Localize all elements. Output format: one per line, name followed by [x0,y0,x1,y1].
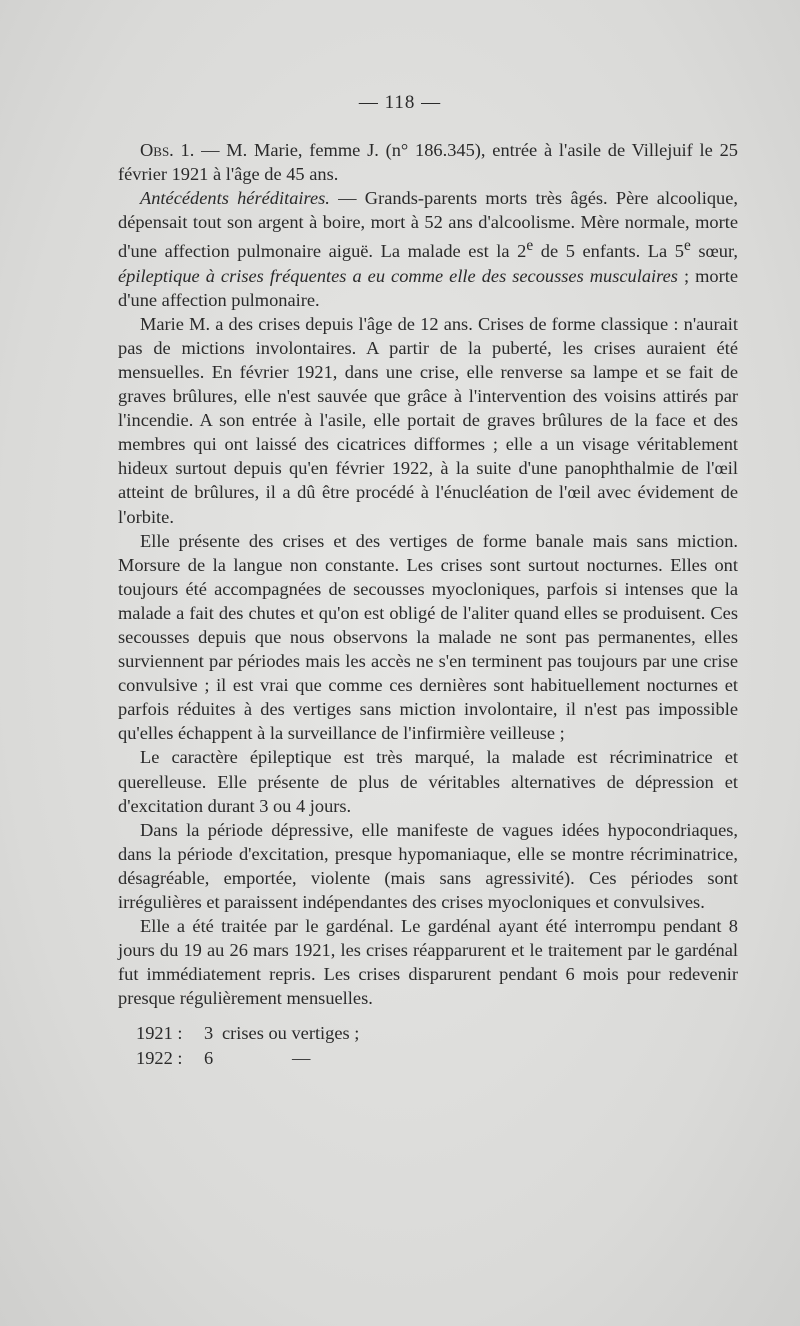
stats-desc: — [292,1047,311,1068]
stats-year: 1922 : [136,1047,183,1068]
antecedents-text-1: — Grands-parents morts très âgés. Père alcoolique, dépensait tout son argent à boire, mort à 52 ans d'alcoolisme. Mère normale, morte d'une affection pulmonaire aiguë. La malade est la 2 [118,188,738,262]
stats-row-1921 [118,1021,738,1046]
antecedents-italic: épileptique à crises fréquentes a eu comme elle des secousses musculaires [118,265,678,286]
antecedents-text-3: sœur, [690,241,738,262]
crisis-statistics [118,1021,738,1071]
stats-value: 6 [204,1047,214,1068]
observation-header [118,138,738,186]
stats-value: 3 [204,1022,214,1043]
paragraph-symptoms: Elle présente des crises et des vertiges de forme banale mais sans miction. Morsure de la langue non constante. Les crises sont surtout nocturnes. Elles ont toujours été accompagnées de secousses myocloniques, parfois si intenses que la malade a fait des chutes et qu'on est obligé de l'aliter quand elles se produisent. Ces secousses depuis que nous observons la malade ne sont pas permanentes, elles surviennent par périodes mais les accès ne s'en terminent pas toujours par une crise convulsive ; il est vrai que comme ces dernières sont habituellement nocturnes et parfois réduites à des vertiges sans miction involontaire, il n'est pas impossible qu'elles échappent à la surveillance de l'infirmière veilleuse ; [118,530,738,744]
stats-row-1922 [118,1046,738,1071]
paragraph-treatment: Elle a été traitée par le gardénal. Le gardénal ayant été interrompu pendant 8 jours du 19 au 26 mars 1921, les crises réapparurent et le traitement par le gardénal fut immédiatement repris. Les crises disparurent pendant 6 mois pour redevenir presque régulièrement mensuelles. [118,916,738,1009]
antecedents-text-4: ; morte d'une affection pulmonaire. [118,265,739,310]
superscript-2: e [683,237,691,255]
paragraph-periods: Dans la période dépressive, elle manifeste de vagues idées hypocondriaques, dans la période d'excitation, presque hypomaniaque, elle se montre récriminatrice, désagréable, emportée, violente (mais sans agressivité). Ces périodes sont irrégulières et paraissent indépendantes des crises myocloniques et convulsives. [118,819,738,913]
obs-header-text: 1. — M. Marie, femme J. (n° 186.345), entrée à l'asile de Villejuif le 25 février 1921 à l'âge de 45 ans. [118,140,738,185]
body-text [118,138,738,1071]
stats-year: 1921 : [136,1022,183,1043]
paragraph-history: Marie M. a des crises depuis l'âge de 12 ans. Crises de forme classique : n'aurait pas de mictions involontaires. A partir de la puberté, les crises auraient été mensuelles. En février 1921, dans une crise, elle renverse sa lampe et se fait de graves brûlures, elle n'est sauvée que grâce à l'intervention des voisins attirés par l'incendie. A son entrée à l'asile, elle portait de graves brûlures de la face et des membres qui ont laissé des cicatrices difformes ; elle a un visage véritablement hideux surtout depuis qu'en février 1922, à la suite d'une panophthalmie de l'œil atteint de brûlures, il a dû être procédé à l'énucléation de l'œil avec évidement de l'orbite. [118,313,738,527]
antecedents-paragraph [118,186,738,312]
obs-label: Obs. [140,140,174,160]
stats-desc: crises ou vertiges ; [222,1022,360,1043]
superscript-1: e [526,237,534,255]
page-number: — 118 — [358,92,442,113]
antecedents-title: Antécédents héréditaires. [140,188,330,209]
paragraph-character: Le caractère épileptique est très marqué, la malade est récriminatrice et querelleuse. Elle présente de plus de véritables alternatives de dépression et d'excitation durant 3 ou 4 jours. [118,747,738,816]
antecedents-text-2: de 5 enfants. La 5 [533,241,684,262]
